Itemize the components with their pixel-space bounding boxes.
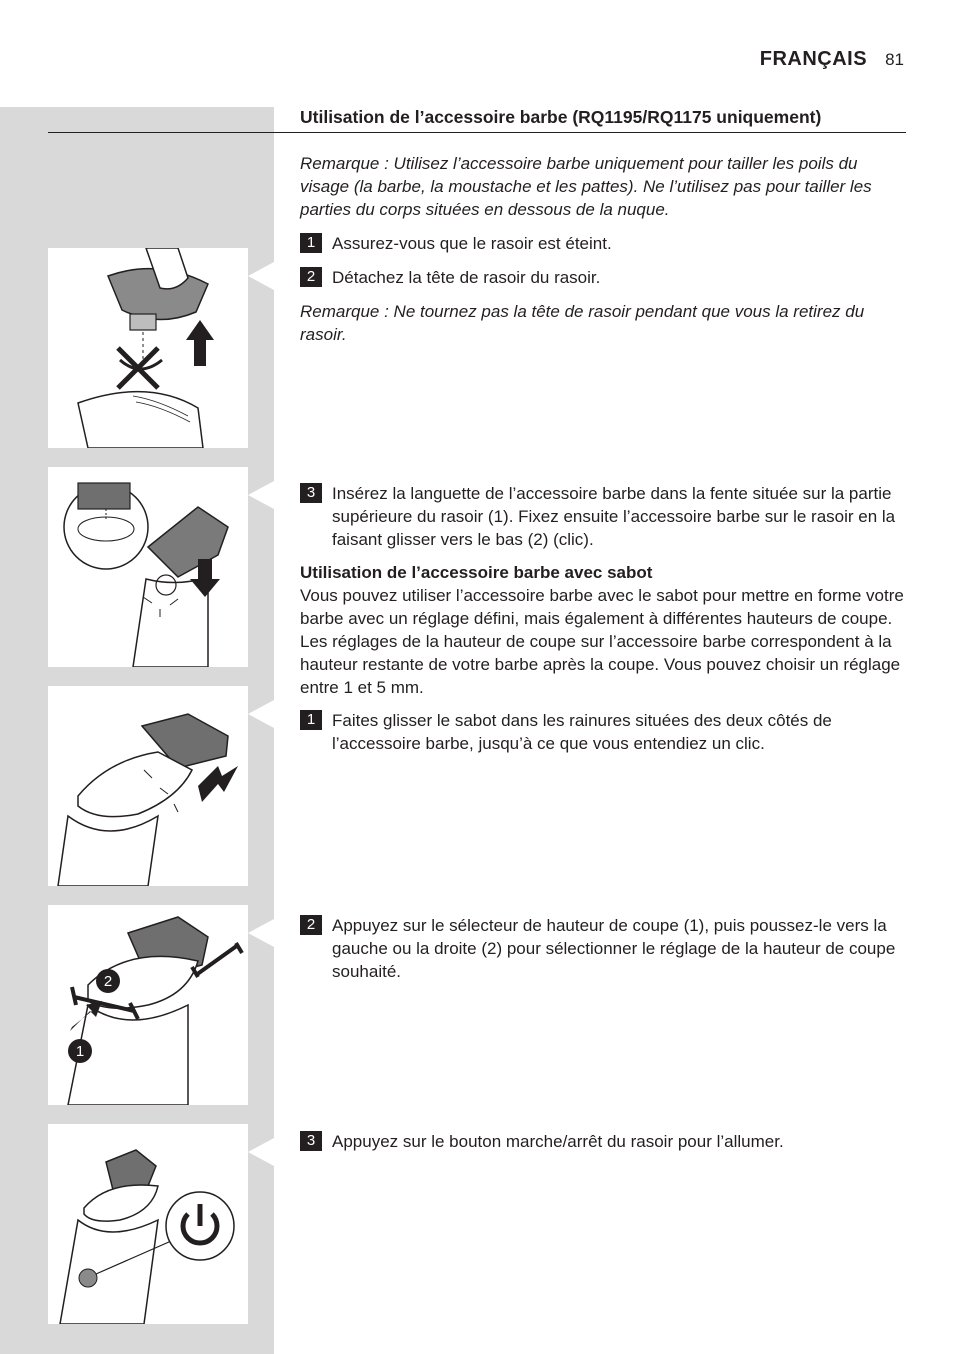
- subsection-title: Utilisation de l’accessoire barbe avec sabot: [300, 563, 653, 582]
- section-title: Utilisation de l’accessoire barbe (RQ1195/RQ1175 uniquement): [300, 107, 822, 127]
- illustration-pointer: [248, 919, 274, 947]
- comb-attach-icon: [48, 686, 248, 886]
- step-text: Assurez-vous que le rasoir est éteint.: [332, 234, 612, 253]
- callout-2-label: 2: [103, 973, 113, 990]
- step-text: Insérez la languette de l’accessoire barbe dans la fente située sur la partie supérieure du rasoir (1). Fixez ensuite l’accessoire barbe sur le rasoir en la faisant glisser vers le bas (2) (clic).: [332, 484, 896, 549]
- step-number: 2: [300, 915, 322, 935]
- length-selector-icon: [48, 905, 248, 1105]
- illustration-pointer: [248, 1138, 274, 1166]
- page-number: 81: [885, 50, 904, 69]
- step-a1: [300, 232, 908, 255]
- step-text: Appuyez sur le sélecteur de hauteur de coupe (1), puis poussez-le vers la gauche ou la droite (2) pour sélectionner le réglage de la hauteur de coupe souhaité.: [332, 916, 896, 981]
- note-1: Remarque : Utilisez l’accessoire barbe uniquement pour tailler les poils du visage (la barbe, la moustache et les pattes). Ne l’utilisez pas pour tailler les parties du corps situées en dessous de la nuque.: [300, 154, 872, 219]
- step-number: 1: [300, 233, 322, 253]
- beard-styler-attach-icon: [48, 467, 248, 667]
- step-b1: [300, 709, 908, 755]
- note-2: Remarque : Ne tournez pas la tête de rasoir pendant que vous la retirez du rasoir.: [300, 302, 865, 344]
- step-b3: [300, 1130, 908, 1153]
- illustration-pointer: [248, 700, 274, 728]
- language-label: FRANÇAIS: [759, 48, 868, 70]
- step-number: 1: [300, 710, 322, 730]
- step-number: 3: [300, 1131, 322, 1151]
- step-b2: [300, 914, 908, 983]
- section-rule: [48, 132, 906, 133]
- step-a2: [300, 266, 908, 289]
- step-number: 3: [300, 483, 322, 503]
- shaver-head-removal-icon: [48, 248, 248, 448]
- subsection: [300, 561, 908, 699]
- illustration-pointer: [248, 262, 274, 290]
- step-a3: [300, 482, 908, 551]
- illustration-pointer: [248, 481, 274, 509]
- step-text: Faites glisser le sabot dans les rainures situées des deux côtés de l’accessoire barbe, jusqu’à ce que vous entendiez un clic.: [332, 711, 832, 753]
- callout-1-label: 1: [75, 1043, 85, 1060]
- step-text: Appuyez sur le bouton marche/arrêt du rasoir pour l’allumer.: [332, 1132, 784, 1151]
- power-button-icon: [48, 1124, 248, 1324]
- subsection-body: Vous pouvez utiliser l’accessoire barbe avec le sabot pour mettre en forme votre barbe avec un réglage défini, mais également à différentes hauteurs de coupe. Les réglages de la hauteur de coupe sur l’accessoire barbe correspondent à la hauteur restante de votre barbe après la coupe. Vous pouvez choisir un réglage entre 1 et 5 mm.: [300, 586, 904, 697]
- page-header: [760, 48, 904, 71]
- step-text: Détachez la tête de rasoir du rasoir.: [332, 268, 601, 287]
- step-number: 2: [300, 267, 322, 287]
